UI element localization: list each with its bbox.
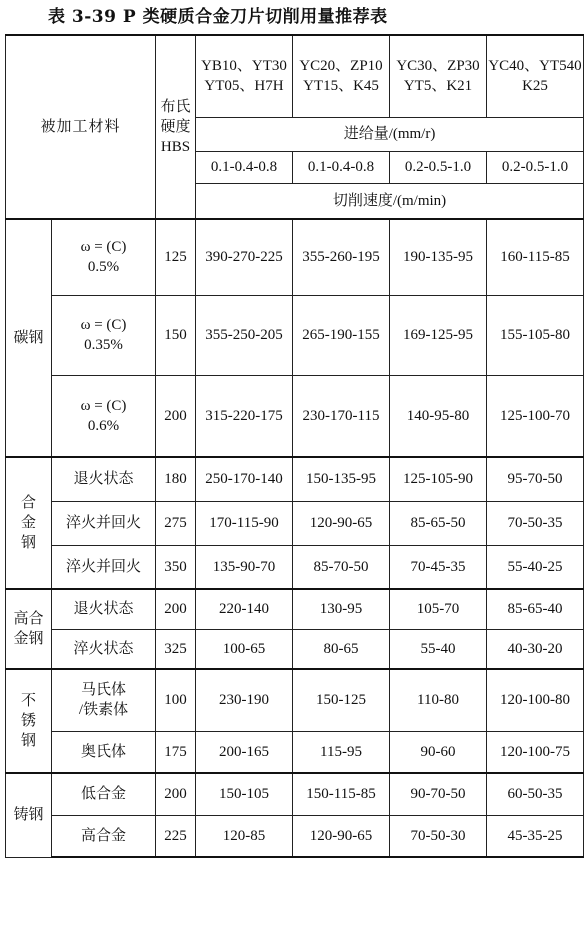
cutting-speed-value: 55-40 [390, 629, 487, 669]
cutting-speed-value: 45-35-25 [487, 815, 584, 857]
cutting-speed-value: 40-30-20 [487, 629, 584, 669]
grade-header [196, 35, 293, 117]
cutting-speed-value: 125-105-90 [390, 457, 487, 501]
cutting-speed-value: 80-65 [293, 629, 390, 669]
grade-line: K25 [522, 78, 548, 95]
cutting-speed-value: 110-80 [390, 669, 487, 731]
material-category-line: 不 [20, 692, 36, 709]
hbs-value: 200 [156, 375, 196, 457]
cutting-speed-value: 120-90-65 [293, 501, 390, 545]
cutting-speed-value: 90-60 [390, 731, 487, 773]
table-row [6, 375, 584, 457]
table-title: 表 3-39 P 类硬质合金刀片切削用量推荐表 [48, 7, 388, 27]
material-condition-line: 退火状态 [73, 601, 134, 618]
material-condition [52, 731, 156, 773]
cutting-speed-value: 85-65-50 [390, 501, 487, 545]
cutting-speed-value: 70-50-35 [487, 501, 584, 545]
feed-value: 0.2-0.5-1.0 [487, 151, 584, 183]
grade-line: YB10、YT30 [201, 58, 287, 74]
cutting-speed-value: 265-190-155 [293, 295, 390, 375]
cutting-speed-value: 150-115-85 [293, 773, 390, 815]
material-condition [52, 773, 156, 815]
table-row [6, 295, 584, 375]
material-condition [52, 375, 156, 457]
material-condition-line: 淬火并回火 [66, 514, 142, 531]
cutting-speed-value: 100-65 [196, 629, 293, 669]
material-condition-line: 退火状态 [73, 471, 134, 488]
hbs-header-line: 布氏 [160, 98, 191, 115]
material-condition-line: 0.6% [87, 417, 120, 434]
cutting-speed-value: 190-135-95 [390, 219, 487, 295]
cutting-speed-value: 120-85 [196, 815, 293, 857]
cutting-speed-value: 135-90-70 [196, 545, 293, 589]
material-condition-line: 马氏体 [81, 682, 127, 698]
cutting-speed-value: 150-135-95 [293, 457, 390, 501]
material-category-line: 锈 [20, 712, 36, 729]
feed-header: 进给量/(mm/r) [196, 117, 584, 151]
hbs-header [156, 35, 196, 219]
material-category-line: 钢 [20, 535, 36, 552]
table-row [6, 815, 584, 857]
grade-line: YC40、YT540 [488, 58, 582, 74]
cutting-speed-value: 170-115-90 [196, 501, 293, 545]
grade-header [293, 35, 390, 117]
table-row [6, 669, 584, 731]
cutting-parameters-table [5, 34, 584, 858]
hbs-header-line: HBS [160, 139, 191, 156]
material-condition [52, 501, 156, 545]
material-category-line: 金 [20, 514, 36, 531]
material-condition [52, 669, 156, 731]
table-row [6, 731, 584, 773]
material-condition [52, 545, 156, 589]
cutting-speed-value: 90-70-50 [390, 773, 487, 815]
cutting-speed-value: 200-165 [196, 731, 293, 773]
table-row [6, 629, 584, 669]
grade-header [390, 35, 487, 117]
cutting-speed-value: 230-190 [196, 669, 293, 731]
material-category [6, 669, 52, 773]
material-header: 被加工材料 [6, 35, 156, 219]
material-category-line: 高合 [13, 610, 44, 627]
cutting-speed-value: 95-70-50 [487, 457, 584, 501]
hbs-value: 350 [156, 545, 196, 589]
feed-value: 0.2-0.5-1.0 [390, 151, 487, 183]
hbs-value: 225 [156, 815, 196, 857]
cutting-speed-value: 120-100-75 [487, 731, 584, 773]
material-category [6, 773, 52, 857]
cutting-speed-value: 85-65-40 [487, 589, 584, 629]
material-condition-line: 0.35% [84, 337, 123, 353]
cutting-speed-value: 70-50-30 [390, 815, 487, 857]
table-row [6, 457, 584, 501]
cutting-speed-value: 70-45-35 [390, 545, 487, 589]
cutting-speed-value: 355-250-205 [196, 295, 293, 375]
material-condition-line: ω = (C) [80, 397, 127, 414]
material-condition [52, 219, 156, 295]
material-category [6, 589, 52, 669]
cutting-speed-value: 105-70 [390, 589, 487, 629]
hbs-header-line: 硬度 [160, 118, 191, 135]
table-row [6, 501, 584, 545]
grade-line: YT15、K45 [303, 78, 379, 95]
material-condition-line: 淬火状态 [73, 640, 134, 657]
table-row [6, 589, 584, 629]
cutting-speed-value: 60-50-35 [487, 773, 584, 815]
material-condition-line: ω = (C) [80, 316, 127, 333]
cutting-speed-value: 115-95 [293, 731, 390, 773]
cutting-speed-value: 130-95 [293, 589, 390, 629]
cutting-speed-value: 160-115-85 [487, 219, 584, 295]
grade-line: YT5、K21 [403, 78, 473, 95]
cutting-speed-value: 355-260-195 [293, 219, 390, 295]
material-category-line: 铸钢 [13, 807, 44, 824]
feed-value: 0.1-0.4-0.8 [293, 151, 390, 183]
cutting-speed-value: 220-140 [196, 589, 293, 629]
hbs-value: 175 [156, 731, 196, 773]
speed-header: 切削速度/(m/min) [196, 183, 584, 219]
hbs-value: 150 [156, 295, 196, 375]
hbs-value: 125 [156, 219, 196, 295]
material-condition-line: 奥氏体 [81, 743, 127, 760]
grade-line: YC30、ZP30 [396, 58, 480, 74]
material-condition [52, 589, 156, 629]
grade-header [487, 35, 584, 117]
cutting-speed-value: 169-125-95 [390, 295, 487, 375]
grade-line: YT05、H7H [204, 78, 284, 95]
hbs-value: 180 [156, 457, 196, 501]
material-condition [52, 457, 156, 501]
material-category-line: 合 [20, 494, 36, 511]
cutting-speed-value: 390-270-225 [196, 219, 293, 295]
table-row [6, 773, 584, 815]
material-condition-line: 低合金 [81, 786, 127, 803]
material-category [6, 457, 52, 589]
cutting-speed-value: 250-170-140 [196, 457, 293, 501]
material-condition-line: 高合金 [81, 827, 127, 844]
material-category-line: 金钢 [13, 631, 44, 647]
cutting-speed-value: 120-100-80 [487, 669, 584, 731]
material-condition-line: 淬火并回火 [66, 558, 142, 575]
feed-value: 0.1-0.4-0.8 [196, 151, 293, 183]
material-category-line: 钢 [20, 733, 36, 750]
cutting-speed-value: 85-70-50 [293, 545, 390, 589]
material-condition-line: /铁素体 [78, 702, 129, 719]
cutting-speed-value: 140-95-80 [390, 375, 487, 457]
material-condition-line: 0.5% [87, 259, 120, 276]
hbs-value: 275 [156, 501, 196, 545]
cutting-speed-value: 150-105 [196, 773, 293, 815]
cutting-speed-value: 120-90-65 [293, 815, 390, 857]
table-row [6, 219, 584, 295]
grade-line: YC20、ZP10 [299, 58, 383, 74]
hbs-value: 325 [156, 629, 196, 669]
material-category [6, 219, 52, 457]
material-condition [52, 629, 156, 669]
table-row [6, 545, 584, 589]
cutting-speed-value: 230-170-115 [293, 375, 390, 457]
material-condition [52, 295, 156, 375]
material-condition-line: ω = (C) [80, 239, 127, 255]
hbs-value: 200 [156, 589, 196, 629]
hbs-value: 200 [156, 773, 196, 815]
material-condition [52, 815, 156, 857]
material-category-line: 碳钢 [13, 329, 44, 346]
cutting-speed-value: 150-125 [293, 669, 390, 731]
cutting-speed-value: 155-105-80 [487, 295, 584, 375]
cutting-speed-value: 315-220-175 [196, 375, 293, 457]
hbs-value: 100 [156, 669, 196, 731]
cutting-speed-value: 55-40-25 [487, 545, 584, 589]
cutting-speed-value: 125-100-70 [487, 375, 584, 457]
